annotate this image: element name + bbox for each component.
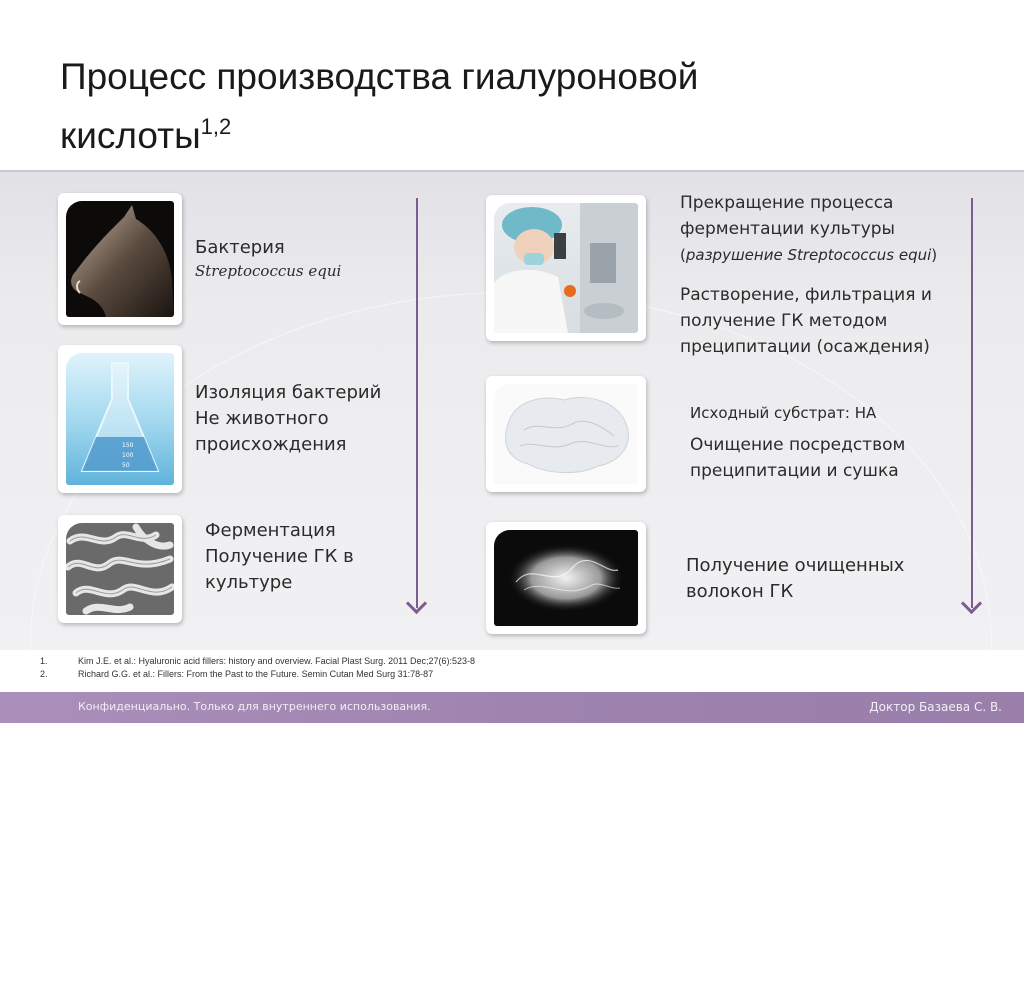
paren-close: ) [931,246,938,264]
reference-number: 1. [40,656,48,666]
bacteria-photo-frame [58,515,182,623]
bacteria-microscopy-photo [66,523,174,615]
step-termination-line3 [680,242,937,268]
step-termination-line2: ферментации культуры [680,219,895,239]
step-isolation-line1: Изоляция бактерий [195,382,382,403]
reference-item [40,668,475,681]
technician-photo-frame [486,195,646,341]
reference-item [40,655,475,668]
title-superscript: 1,2 [200,114,232,139]
step-fibers-line2: волокон ГК [686,581,794,602]
step-substrate-line3: преципитации и сушка [690,461,899,481]
step-fermentation-line2: Получение ГК в [205,546,354,567]
fibers-photo-frame [486,522,646,634]
horse-head-photo [66,201,174,317]
svg-text:50: 50 [122,462,130,469]
references [40,655,475,681]
reference-number: 2. [40,669,48,679]
step-fermentation-line1: Ферментация [205,520,336,541]
step-fibers [686,553,904,605]
reference-text: Kim J.E. et al.: Hyaluronic acid fillers: history and overview. Facial Plast Surg. 2011 Dec;27(6):523-8 [78,656,476,666]
right-flow-arrow [971,198,973,608]
destruction-species: Streptococcus equi [787,246,932,264]
horse-photo-frame [58,193,182,325]
ha-fibers-photo [494,530,638,626]
svg-text:150: 150 [122,442,134,449]
step-bacteria-species: Streptococcus equi [195,262,342,280]
step-isolation-line3: происхождения [195,434,347,455]
title-text: Процесс производства гиалуроновой кислоты [60,56,699,156]
svg-text:100: 100 [122,452,134,459]
slide-title [60,52,860,161]
step-dissolution-line1: Растворение, фильтрация и [680,285,932,305]
step-dissolution-line3: преципитации (осаждения) [680,337,930,357]
step-substrate-line1: Исходный субстрат: НА [690,404,877,422]
step-substrate-line2: Очищение посредством [690,435,906,455]
paren-open: ( [680,246,686,264]
flask-photo-frame [58,345,182,493]
footer-bar [0,692,1024,723]
substrate-photo-frame [486,376,646,492]
step-isolation-line2: Не животного [195,408,329,429]
footer-confidential: Конфиденциально. Только для внутреннего использования. [78,700,431,713]
lab-technician-photo [494,203,638,333]
step-termination [680,190,937,360]
white-substrate-photo [494,384,638,484]
reference-text: Richard G.G. et al.: Fillers: From the Past to the Future. Semin Cutan Med Surg 31:78-87 [78,669,434,679]
step-dissolution-line2: получение ГК методом [680,311,888,331]
step-substrate [690,400,905,484]
step-fibers-line1: Получение очищенных [686,555,905,576]
step-bacteria-title: Бактерия [195,237,285,258]
left-flow-arrow [416,198,418,608]
footer-author: Доктор Базаева С. В. [869,700,1002,714]
destruction-label: разрушение [685,246,788,264]
step-fermentation [205,518,354,596]
step-termination-line1: Прекращение процесса [680,193,894,213]
step-isolation [195,380,381,458]
lab-flask-photo [66,353,174,485]
step-fermentation-line3: культуре [205,572,293,593]
step-bacteria [195,235,341,281]
